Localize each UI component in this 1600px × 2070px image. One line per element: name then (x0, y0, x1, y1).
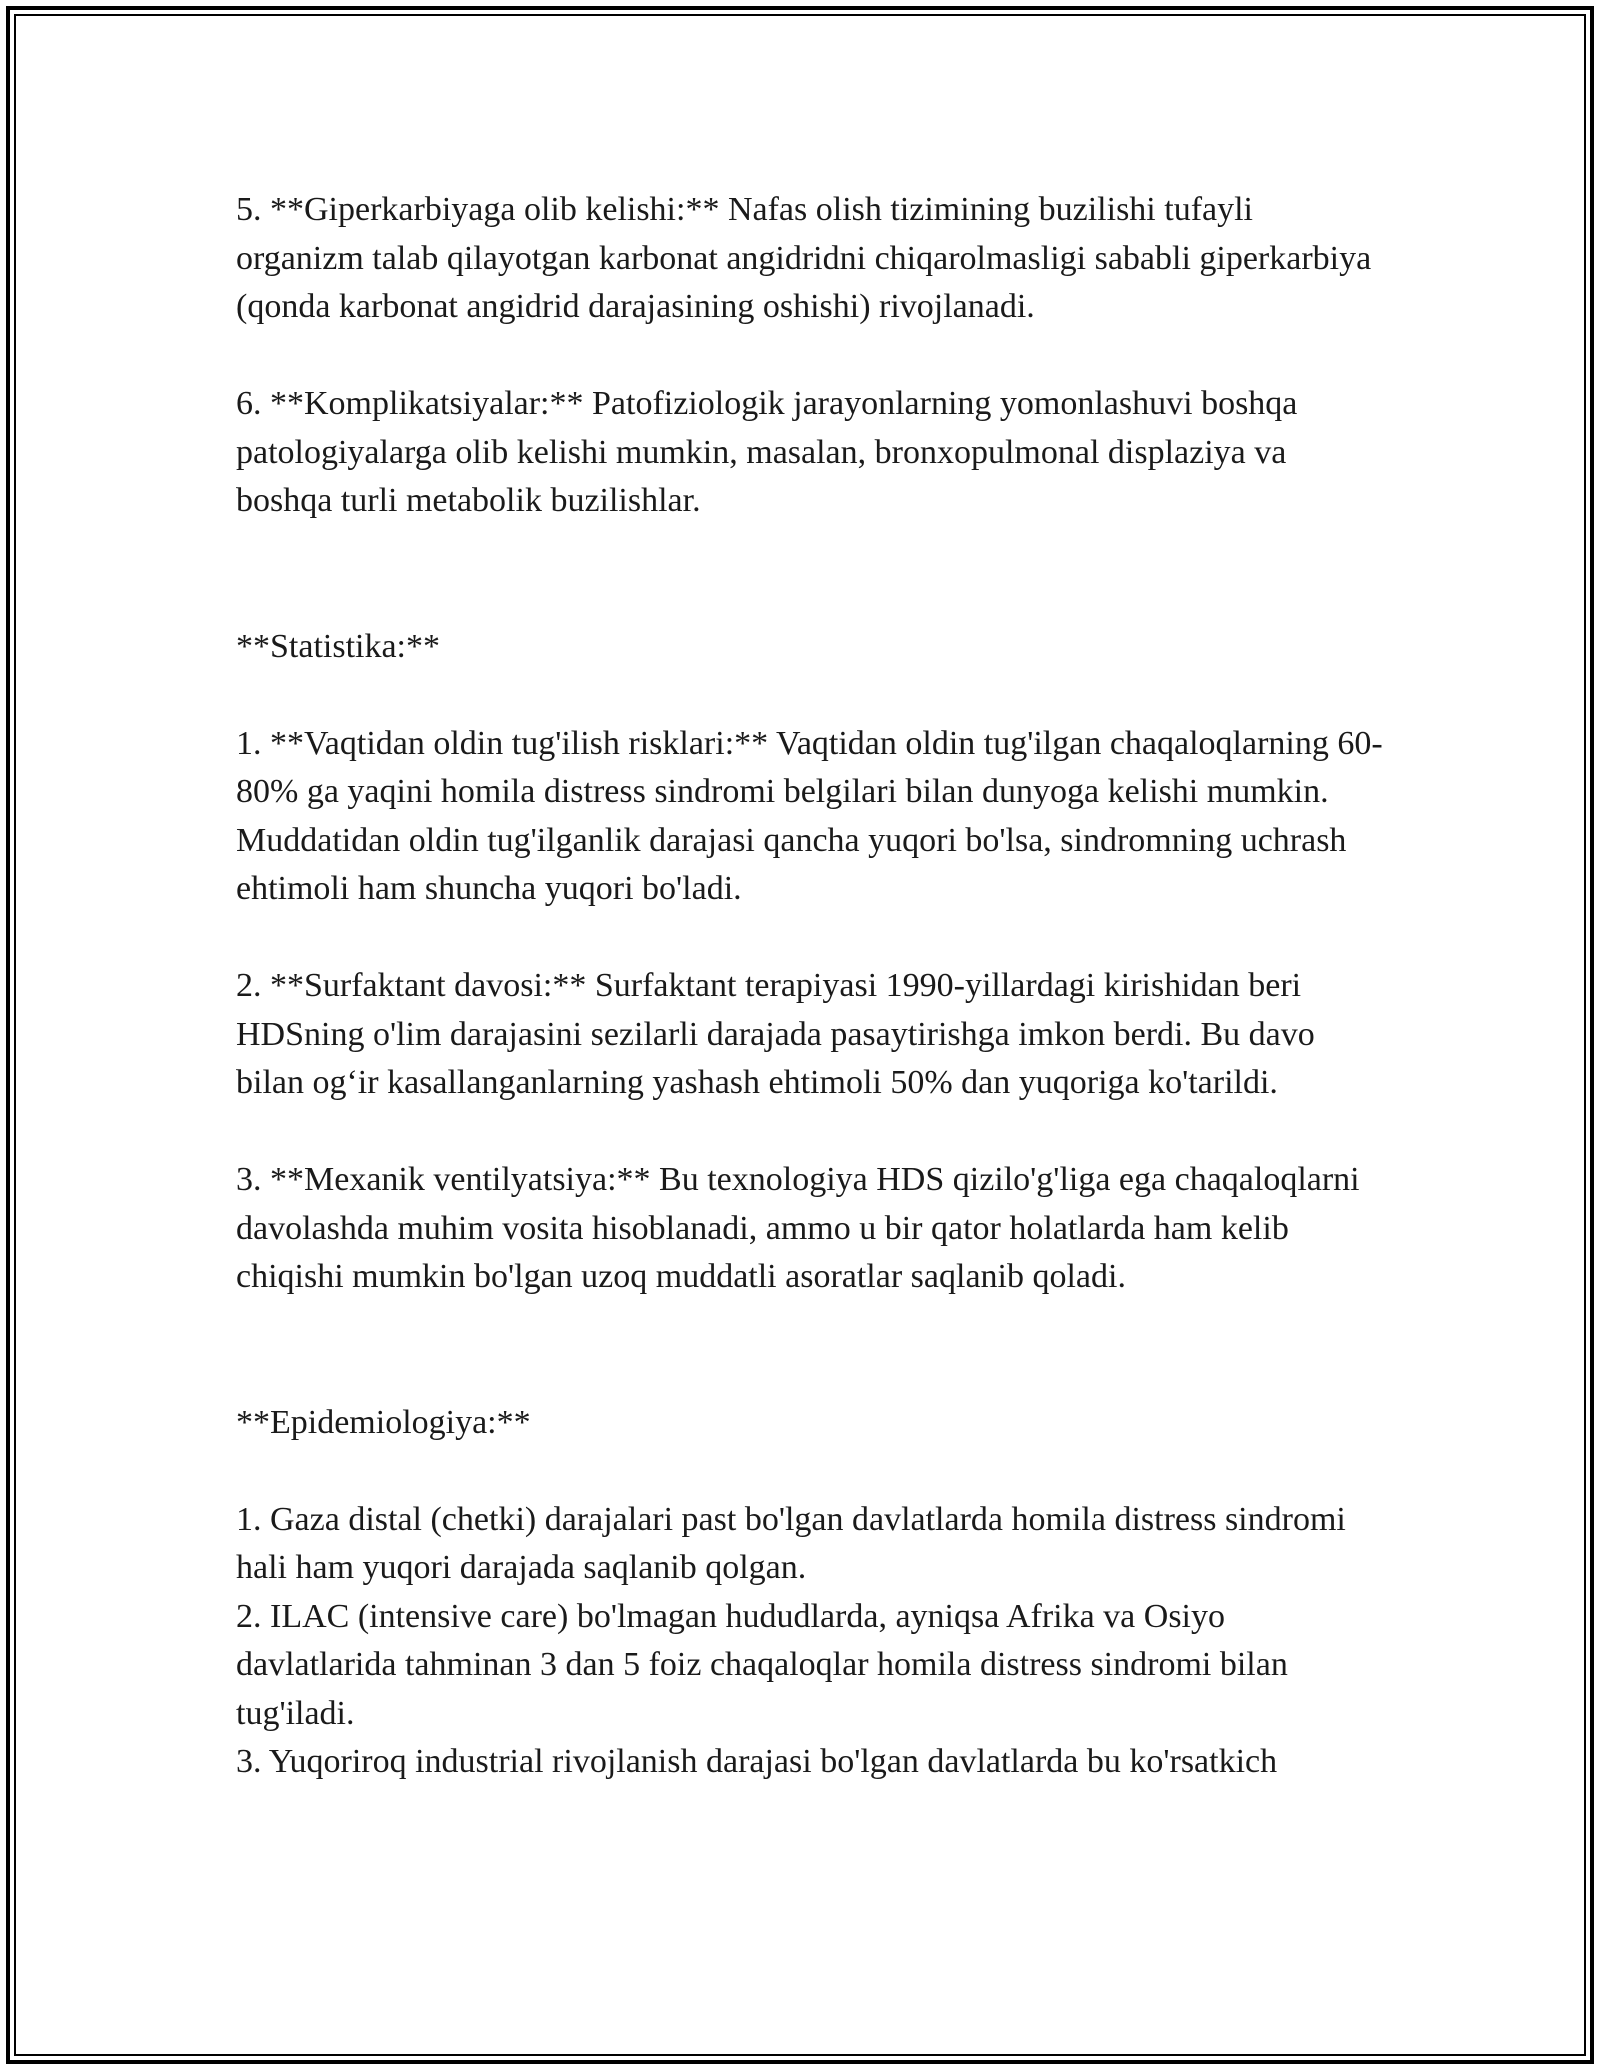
list-item-mexanik-ventilyatsiya: 3. **Mexanik ventilyatsiya:** Bu texnologiya HDS qizilo'g'liga ega chaqaloqlarni davolashda muhim vosita hisoblanadi, ammo u bir qator holatlarda ham kelib chiqishi mumkin bo'lgan uzoq muddatli asoratlar saqlanib qoladi. (236, 1161, 1360, 1295)
document-body (236, 186, 1386, 1787)
list-item-gaza-distal: 1. Gaza distal (chetki) darajalari past bo'lgan davlatlarda homila distress sindromi hali ham yuqori darajada saqlanib qolgan. (236, 1500, 1346, 1586)
list-item-ilac: 2. ILAC (intensive care) bo'lmagan hududlarda, ayniqsa Afrika va Osiyo davlatlarida tahminan 3 dan 5 foiz chaqaloqlar homila distress sindromi bilan tug'iladi. (236, 1597, 1288, 1732)
paragraph-gap (236, 332, 1386, 381)
section-gap (236, 1302, 1386, 1399)
paragraph-gap (236, 671, 1386, 720)
list-item-komplikatsiyalar: 6. **Komplikatsiyalar:** Patofiziologik jarayonlarning yomonlashuvi boshqa patologiyalarga olib kelishi mumkin, masalan, bronxopulmonal displaziya va boshqa turli metabolik buzilishlar. (236, 385, 1298, 519)
paragraph-gap (236, 914, 1386, 963)
list-item-surfaktant: 2. **Surfaktant davosi:** Surfaktant terapiyasi 1990-yillardagi kirishidan beri HDSning o'lim darajasini sezilarli darajada pasaytirishga imkon berdi. Bu davo bilan og‘ir kasallanganlarning yashash ehtimoli 50% dan yuqoriga ko'tarildi. (236, 967, 1315, 1101)
list-item-industrial: 3. Yuqoriroq industrial rivojlanish darajasi bo'lgan davlatlarda bu ko'rsatkich (236, 1743, 1278, 1780)
list-item-giperkarbiya: 5. **Giperkarbiyaga olib kelishi:** Nafas olish tizimining buzilishi tufayli organizm talab qilayotgan karbonat angidridni chiqarolmasligi sababli giperkarbiya (qonda karbonat angidrid darajasining oshishi) rivojlanadi. (236, 191, 1372, 325)
paragraph-gap (236, 1108, 1386, 1157)
section-heading-statistika: **Statistika:** (236, 627, 440, 665)
list-item-vaqtidan-oldin: 1. **Vaqtidan oldin tug'ilish risklari:** Vaqtidan oldin tug'ilgan chaqaloqlarning 60-80% ga yaqini homila distress sindromi belgilari bilan dunyoga kelishi mumkin. Muddatidan oldin tug'ilganlik darajasi qancha yuqori bo'lsa, sindromning uchrash ehtimoli ham shuncha yuqori bo'ladi. (236, 724, 1383, 907)
section-gap (236, 526, 1386, 623)
paragraph-gap (236, 1447, 1386, 1496)
section-heading-epidemiologiya: **Epidemiologiya:** (236, 1403, 531, 1441)
